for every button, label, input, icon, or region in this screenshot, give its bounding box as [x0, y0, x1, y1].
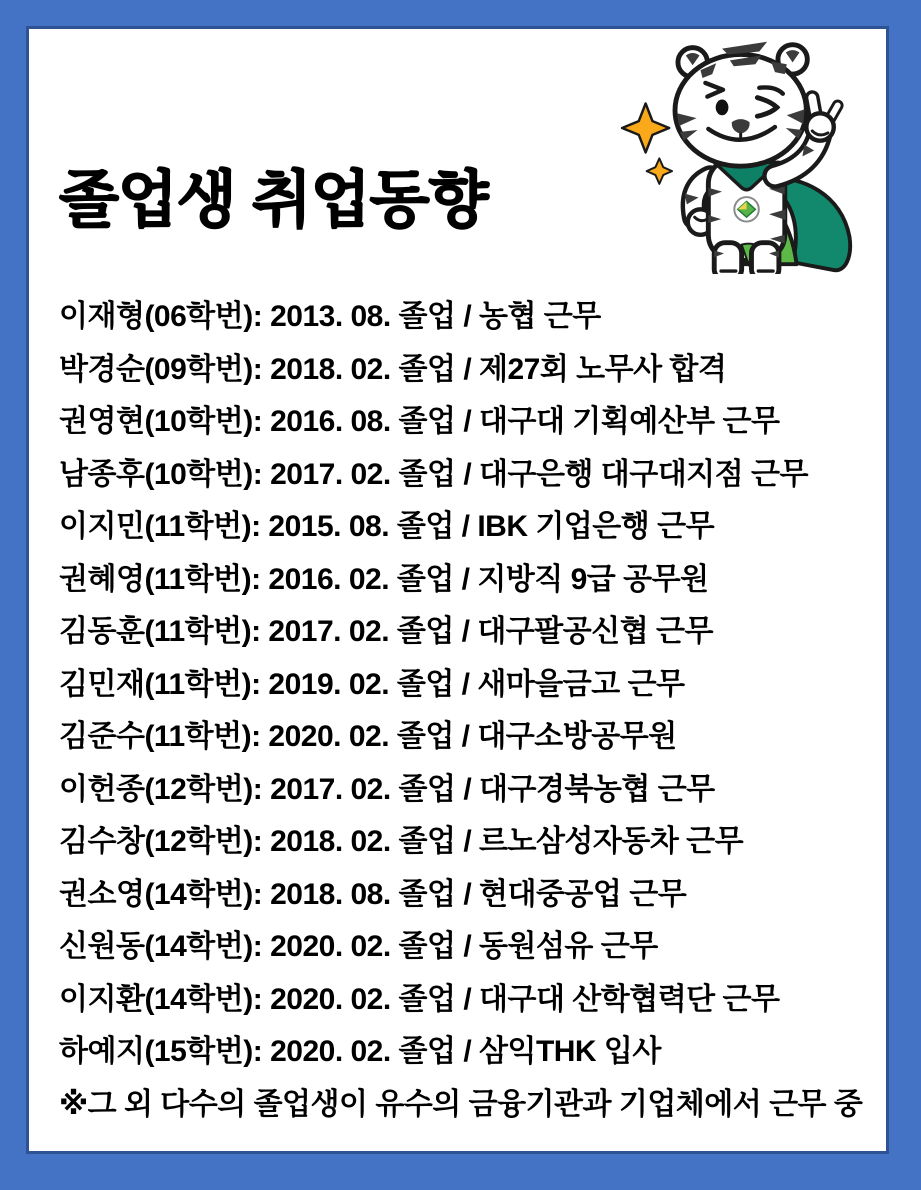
- list-item: 하예지(15학번): 2020. 02. 졸업 / 삼익THK 입사: [59, 1035, 661, 1068]
- list-item: 권혜영(11학번): 2016. 02. 졸업 / 지방직 9급 공무원: [59, 562, 709, 596]
- list-item: 김민재(11학번): 2019. 02. 졸업 / 새마을금고 근무: [59, 667, 685, 701]
- graduate-list: [59, 291, 876, 1079]
- list-item: 김동훈(11학번): 2017. 02. 졸업 / 대구팔공신협 근무: [59, 615, 714, 648]
- list-item: 남종후(10학번): 2017. 02. 졸업 / 대구은행 대구대지점 근무: [59, 457, 808, 491]
- footer-note: ※그 외 다수의 졸업생이 유수의 금융기관과 기업체에서 근무 중: [59, 1088, 863, 1121]
- list-item: 권소영(14학번): 2018. 08. 졸업 / 현대중공업 근무: [59, 877, 687, 911]
- chest-emblem: [734, 197, 759, 222]
- list-item: 신원동(14학번): 2020. 02. 졸업 / 동원섬유 근무: [59, 930, 658, 963]
- legs: [714, 243, 779, 274]
- list-item: 김준수(11학번): 2020. 02. 졸업 / 대구소방공무원: [59, 720, 677, 753]
- list-item: 박경순(09학번): 2018. 02. 졸업 / 제27회 노무사 합격: [59, 352, 727, 386]
- list-item: 이재형(06학번): 2013. 08. 졸업 / 농협 근무: [59, 300, 601, 333]
- tiger-mascot-illustration: [612, 29, 887, 274]
- page-title: 졸업생 취업동향: [59, 165, 488, 235]
- list-item: 이지민(11학번): 2015. 08. 졸업 / IBK 기업은행 근무: [59, 510, 715, 543]
- list-item: 권영현(10학번): 2016. 08. 졸업 / 대구대 기획예산부 근무: [59, 405, 780, 438]
- list-item: 김수창(12학번): 2018. 02. 졸업 / 르노삼성자동차 근무: [59, 825, 744, 858]
- list-item: 이지환(14학번): 2020. 02. 졸업 / 대구대 산학협력단 근무: [59, 982, 780, 1016]
- content-panel: [26, 26, 889, 1154]
- sparkle-icon: [622, 103, 672, 183]
- list-item: 이헌종(12학번): 2017. 02. 졸업 / 대구경북농협 근무: [59, 772, 715, 806]
